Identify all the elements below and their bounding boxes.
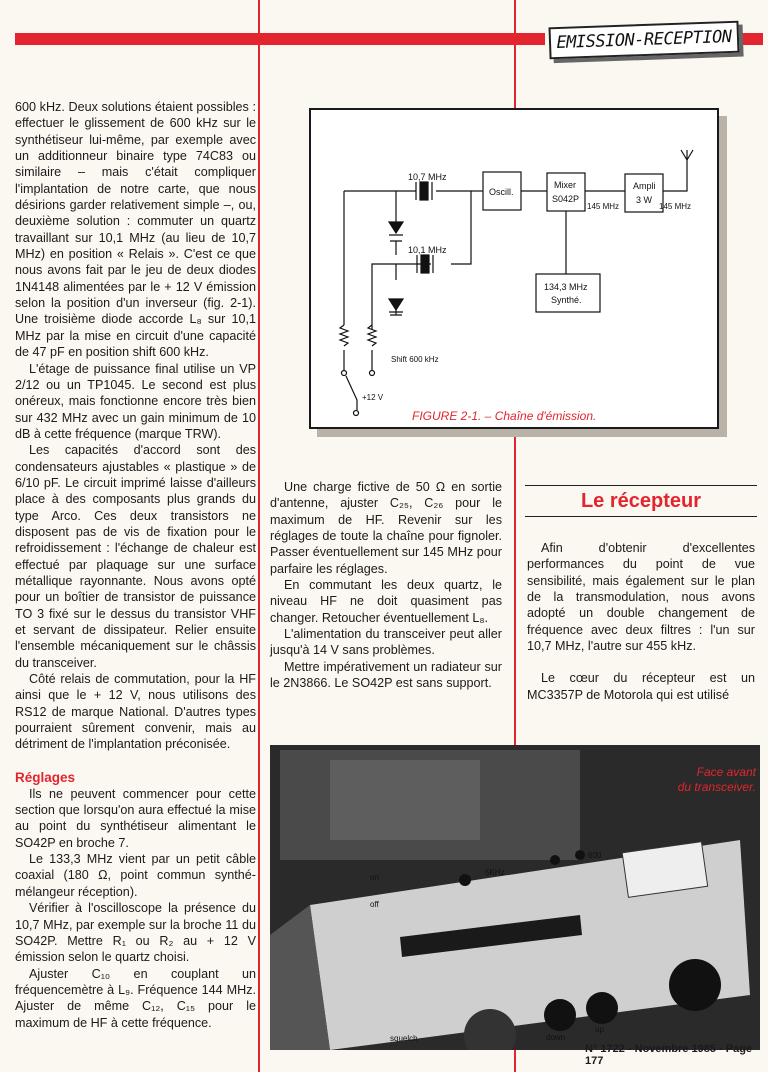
- label-oscill: Oscill.: [489, 187, 514, 197]
- paragraph: En commutant les deux quartz, le niveau HF ne doit quasiment pas changer. Retoucher éventuellement L₈.: [270, 578, 502, 625]
- paragraph: 600 kHz. Deux solutions étaient possibles : effectuer le glissement de 600 kHz sur le synthétiseur lui-même, par exemple avec un additionneur binaire type 74C83 ou similaire – mais c'était compliquer l'implantation de notre carte, que nous désirions garder relativement simple –, ou, deuxième solution : commuter un quartz travaillant sur 10,1 MHz (au lieu de 10,7 MHz) en position « Relais ». C'est ce que nous avons fait par le jeu de deux diodes 1N4148 alimentées par le + 12 V émission selon la position d'un inverseur (fig. 2-1). Une troisième diode accorde L₈ sur 10,1 MHz par la mise en circuit d'une capacité de 47 pF en position shift 600 kHz.: [15, 100, 256, 360]
- label-xtal-10-1: 10,1 MHz: [408, 245, 447, 255]
- section-heading: Réglages: [15, 769, 76, 785]
- label-mixer: Mixer: [554, 180, 576, 190]
- paragraph: Vérifier à l'oscilloscope la présence du 10,7 MHz, par exemple sur la broche 11 du SO42P. Mettre R₁ ou R₂ au + 12 V émission selon le quartz choisi.: [15, 901, 256, 965]
- block-diagram: [311, 110, 717, 427]
- paragraph: Le 133,3 MHz vient par un petit câble coaxial (180 Ω, point commun synthé-mélangeur réception).: [15, 852, 256, 899]
- photo-caption: [678, 765, 756, 795]
- label-synthe: Synthé.: [551, 295, 582, 305]
- paragraph: Côté relais de commutation, pour la HF ainsi que le + 12 V, nous utilisons des RS12 de marque National. D'autres types pourraient sûrement convenir, mais au détriment de l'implantation préconisée.: [15, 672, 256, 752]
- paragraph: Le cœur du récepteur est un MC3357P de Motorola qui est utilisé: [527, 671, 755, 702]
- label-145mhz-a: 145 MHz: [587, 202, 620, 211]
- paragraph: L'alimentation du transceiver peut aller jusqu'à 14 V sans problèmes.: [270, 627, 502, 658]
- section-heading-recepteur: Le récepteur: [525, 485, 757, 517]
- middle-column: [270, 479, 502, 691]
- photo-caption-line: du transceiver.: [677, 780, 756, 794]
- photo-caption-line: Face avant: [696, 765, 756, 779]
- panel-label-on: on: [370, 873, 379, 882]
- header-red-bar: [15, 33, 545, 45]
- label-3w: 3 W: [636, 195, 653, 205]
- column-rule-left: [258, 0, 260, 1072]
- panel-label-up: up: [595, 1025, 604, 1034]
- paragraph: Mettre impérativement un radiateur sur le 2N3866. Le SO42P est sans support.: [270, 659, 502, 691]
- paragraph: L'étage de puissance final utilise un VP 2/12 ou un TP1045. Le second est plus onéreux, mais fonctionne encore très bien sur 432 MHz avec un gain minimum de 10 dB à cette fréquence (marque TRW).: [15, 361, 256, 441]
- label-supply: +12 V: [362, 393, 384, 402]
- panel-label-squelch: squelch: [390, 1034, 418, 1043]
- label-s042p: S042P: [552, 194, 580, 204]
- label-145mhz-b: 145 MHz: [659, 202, 692, 211]
- label-synth-freq: 134,3 MHz: [544, 282, 588, 292]
- label-xtal-10-7: 10,7 MHz: [408, 172, 447, 182]
- label-shift: Shift 600 kHz: [391, 355, 439, 364]
- paragraph: Ajuster C₁₀ en couplant un fréquencemètre à L₉. Fréquence 144 MHz. Ajuster de même C₁₂, C₁₅ pour le maximum de HF à cette fréquence.: [15, 966, 256, 1030]
- page-footer: N° 1722 - Novembre 1985 - Page 177: [585, 1043, 753, 1067]
- paragraph: Les capacités d'accord sont des condensateurs ajustables « plastique » de 6/10 pF. Le circuit imprimé laisse d'ailleurs place à des composants plus grands du type Arco. Ces deux transistors ne disposent pas de vis de fixation pour le refroidissement : l'échange de chaleur est effectué par plaquage sur une surface métallique rayonnante. Nous avons opté pour un boîtier de transistor de puissance TO 3 fixé sur le dessus du transistor VHF et servant de dissipateur. Relier ensuite l'ensemble mécaniquement sur le châssis du transceiver.: [15, 443, 256, 670]
- panel-label-off: off: [370, 900, 379, 909]
- panel-label-5khz: 5KHz: [485, 868, 505, 877]
- paragraph: Ils ne peuvent commencer pour cette section que lorsqu'on aura effectué la mise au point du synthétiseur alimentant le SO42P en broche 7.: [15, 786, 256, 850]
- figure-caption: FIGURE 2-1. – Chaîne d'émission.: [412, 409, 597, 423]
- right-column: [527, 540, 755, 703]
- section-badge: EMISSION-RECEPTION: [548, 21, 739, 60]
- label-ampli: Ampli: [633, 181, 656, 191]
- header-red-square: [741, 33, 763, 45]
- figure-block-diagram: [309, 108, 719, 429]
- paragraph: Afin d'obtenir d'excellentes performances du point de vue sensibilité, mais également sur le plan de la transmodulation, nous avons adopté un double changement de fréquence avec deux filtres : l'un sur 10,7 MHz, l'autre sur 455 kHz.: [527, 541, 755, 654]
- left-column: [15, 99, 256, 1031]
- paragraph: Une charge fictive de 50 Ω en sortie d'antenne, ajuster C₂₅, C₂₆ pour le maximum de HF. Revenir sur les réglages de toute la chaîne pour fignoler. Passer éventuellement sur 145 MHz pour parfaire les réglages.: [270, 480, 502, 576]
- panel-label-600: 600: [588, 851, 602, 860]
- panel-label-down: down: [546, 1033, 566, 1042]
